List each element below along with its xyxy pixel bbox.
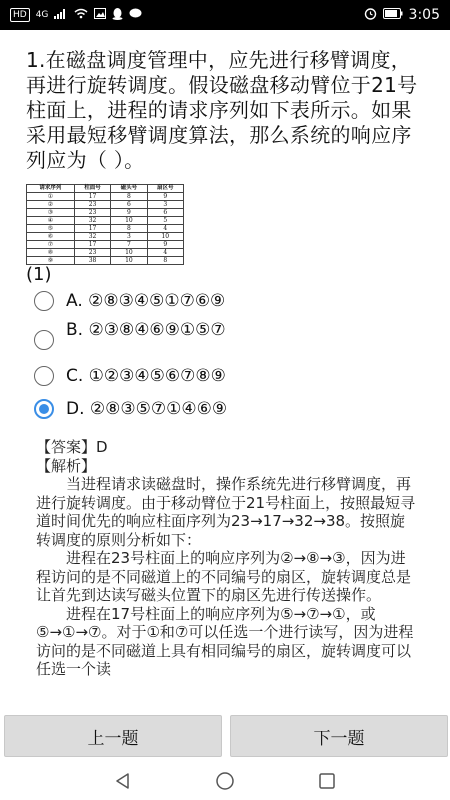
table-cell: 7 bbox=[111, 241, 147, 249]
option-a-label: A. ②⑧③④⑤①⑦⑥⑨ bbox=[66, 291, 226, 311]
option-a-radio[interactable] bbox=[34, 291, 54, 311]
table-row bbox=[27, 209, 184, 217]
battery-icon bbox=[383, 8, 403, 22]
option-d-label: D. ②⑧③⑤⑦①④⑥⑨ bbox=[66, 399, 228, 419]
table-cell: 4 bbox=[147, 225, 183, 233]
previous-question-button[interactable]: 上一题 bbox=[4, 715, 222, 757]
table-cell: ④ bbox=[27, 217, 75, 225]
table-cell: 17 bbox=[74, 241, 110, 249]
table-cell: 17 bbox=[74, 193, 110, 201]
question-nav-bar bbox=[0, 715, 450, 759]
back-icon[interactable] bbox=[112, 770, 134, 792]
option-a[interactable] bbox=[34, 291, 225, 311]
table-cell: 9 bbox=[111, 209, 147, 217]
table-header-cell: 请求序列 bbox=[27, 185, 75, 193]
table-cell: 10 bbox=[111, 249, 147, 257]
table-cell: ② bbox=[27, 201, 75, 209]
request-table bbox=[26, 184, 184, 265]
answer-line: 【答案】D bbox=[36, 438, 108, 456]
sub-question-number: (1) bbox=[26, 264, 52, 285]
wifi-icon bbox=[74, 8, 88, 22]
table-cell: ⑨ bbox=[27, 257, 75, 265]
table-cell: 6 bbox=[147, 209, 183, 217]
table-cell: 3 bbox=[147, 201, 183, 209]
option-d-radio[interactable] bbox=[34, 399, 54, 419]
table-cell: ③ bbox=[27, 209, 75, 217]
table-cell: 8 bbox=[147, 257, 183, 265]
table-cell: ⑦ bbox=[27, 241, 75, 249]
table-cell: 6 bbox=[111, 201, 147, 209]
table-cell: 23 bbox=[74, 209, 110, 217]
table-body bbox=[27, 193, 184, 265]
option-c-label: C. ①②③④⑤⑥⑦⑧⑨ bbox=[66, 366, 226, 386]
table-cell: ⑧ bbox=[27, 249, 75, 257]
option-c-radio[interactable] bbox=[34, 366, 54, 386]
table-cell: 8 bbox=[111, 193, 147, 201]
home-icon[interactable] bbox=[214, 770, 236, 792]
option-b[interactable] bbox=[34, 320, 226, 350]
table-cell: 5 bbox=[147, 217, 183, 225]
question-text: 1.在磁盘调度管理中，应先进行移臂调度，再进行旋转调度。假设磁盘移动臂位于21号柱面上，进程的请求序列如下表所示。如果采用最短移臂调度算法，那么系统的响应序列应为（ ）。 bbox=[26, 48, 418, 172]
table-cell: 10 bbox=[111, 217, 147, 225]
table-cell: 8 bbox=[111, 225, 147, 233]
table-row bbox=[27, 241, 184, 249]
analysis-title: 【解析】 bbox=[36, 456, 97, 475]
qq-icon bbox=[112, 8, 123, 23]
table-header-row bbox=[27, 185, 184, 193]
option-c[interactable] bbox=[34, 366, 226, 386]
alarm-icon bbox=[364, 7, 377, 23]
next-question-button[interactable]: 下一题 bbox=[230, 715, 448, 757]
table-cell: 23 bbox=[74, 249, 110, 257]
option-b-radio[interactable] bbox=[34, 330, 54, 350]
table-cell: 3 bbox=[111, 233, 147, 241]
table-cell: 23 bbox=[74, 201, 110, 209]
table-row bbox=[27, 193, 184, 201]
analysis-paragraph: 当进程请求读磁盘时，操作系统先进行移臂调度，再进行旋转调度。由于移动臂位于21号柱面上，按照最短寻道时间优先的响应柱面序列为23→17→32→38。按照旋转调度的原则分析如下： bbox=[36, 475, 416, 549]
image-notification-icon bbox=[94, 8, 106, 22]
table-cell: 32 bbox=[74, 233, 110, 241]
option-d[interactable] bbox=[34, 399, 227, 419]
option-b-label: B. ②③⑧④⑥⑨①⑤⑦ bbox=[66, 320, 226, 340]
table-cell: 32 bbox=[74, 217, 110, 225]
table-header-cell: 磁头号 bbox=[111, 185, 147, 193]
table-cell: ⑥ bbox=[27, 233, 75, 241]
question-content bbox=[0, 30, 450, 715]
table-cell: 4 bbox=[147, 249, 183, 257]
table-cell: 38 bbox=[74, 257, 110, 265]
clock: 3:05 bbox=[408, 7, 440, 23]
analysis-paragraph: 进程在23号柱面上的响应序列为②→⑧→③，因为进程访问的是不同磁道上的不同编号的扇区，旋转调度总是让首先到达读写磁头位置下的扇区先进行传送操作。 bbox=[36, 549, 412, 604]
table-cell: 17 bbox=[74, 225, 110, 233]
table-cell: 9 bbox=[147, 241, 183, 249]
recent-apps-icon[interactable] bbox=[316, 770, 338, 792]
table-header-cell: 扇区号 bbox=[147, 185, 183, 193]
status-left bbox=[10, 8, 142, 23]
request-table-image bbox=[26, 184, 184, 264]
table-row bbox=[27, 233, 184, 241]
chat-icon bbox=[129, 8, 142, 22]
status-right bbox=[364, 7, 440, 23]
network-type: 4G bbox=[35, 10, 49, 20]
table-row bbox=[27, 201, 184, 209]
table-cell: 10 bbox=[147, 233, 183, 241]
table-cell: ① bbox=[27, 193, 75, 201]
signal-icon bbox=[54, 8, 68, 22]
system-navigation-bar bbox=[0, 762, 450, 800]
table-row bbox=[27, 217, 184, 225]
analysis-paragraph: 进程在17号柱面上的响应序列为⑤→⑦→①，或⑤→①→⑦。对于①和⑦可以任选一个进行读写，因为进程访问的是不同磁道上具有相同编号的扇区，旋转调度可以任选一个读 bbox=[36, 604, 414, 678]
table-cell: ⑤ bbox=[27, 225, 75, 233]
table-cell: 10 bbox=[111, 257, 147, 265]
table-row bbox=[27, 249, 184, 257]
table-row bbox=[27, 225, 184, 233]
status-bar bbox=[0, 0, 450, 30]
table-header-cell: 柱面号 bbox=[74, 185, 110, 193]
answer-analysis bbox=[36, 438, 416, 679]
table-cell: 9 bbox=[147, 193, 183, 201]
hd-indicator: HD bbox=[10, 8, 30, 22]
